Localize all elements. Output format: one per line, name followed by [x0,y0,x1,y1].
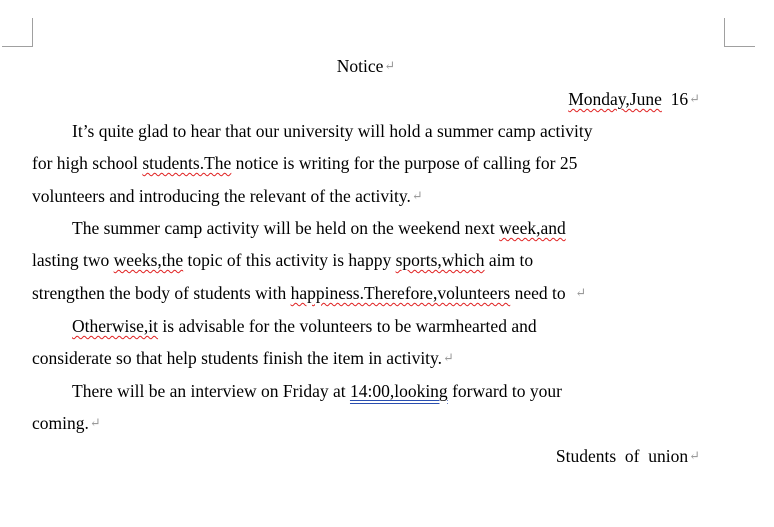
date-number: 16 [670,89,689,109]
paragraph-4-line-2: coming.↵ [32,413,101,433]
paragraph-mark-icon: ↵ [384,58,396,73]
paragraph-1-line-2: for high school students.The notice is writing for the purpose of calling for 25 [32,153,578,173]
date-line [568,83,700,115]
grammar-error: 14:00,looking [349,381,448,401]
paragraph-mark-icon: ↵ [575,285,587,300]
paragraph-2-line-2: lasting two weeks,the topic of this activity is happy sports,which aim to [32,250,534,270]
spelling-error: happiness.Therefore,volunteers [290,283,511,303]
spelling-error: students.The [142,153,232,173]
paragraph-1-line-3: volunteers and introducing the relevant of the activity.↵ [32,186,423,206]
signature-line: Students of union↵ [555,446,700,466]
paragraph-mark-icon: ↵ [89,415,101,430]
paragraph-1-line-1: It’s quite glad to hear that our university will hold a summer camp activity [72,121,593,141]
crop-mark-top-left [2,18,33,47]
paragraph-3-line-1: Otherwise,it is advisable for the volunteers to be warmhearted and [72,316,537,336]
notice-title: Notice↵ [336,56,396,76]
paragraph-4-line-1: There will be an interview on Friday at 14:00,looking forward to your [72,381,562,401]
paragraph-mark-icon: ↵ [689,448,700,463]
paragraph-2-line-1: The summer camp activity will be held on the weekend next week,and [72,218,566,238]
date-day: Monday,June [568,89,662,109]
paragraph-2-line-3: strengthen the body of students with happiness.Therefore,volunteers need to ↵ [32,283,587,303]
paragraph-mark-icon: ↵ [411,188,423,203]
spelling-error: weeks,the [113,250,184,270]
spelling-error: week,and [499,218,566,238]
spelling-error: Otherwise,it [72,316,159,336]
paragraph-3-line-2: considerate so that help students finish the item in activity.↵ [32,348,454,368]
spelling-error: sports,which [395,250,485,270]
crop-mark-top-right [724,18,755,47]
paragraph-mark-icon: ↵ [443,350,454,365]
paragraph-mark-icon: ↵ [689,91,700,106]
